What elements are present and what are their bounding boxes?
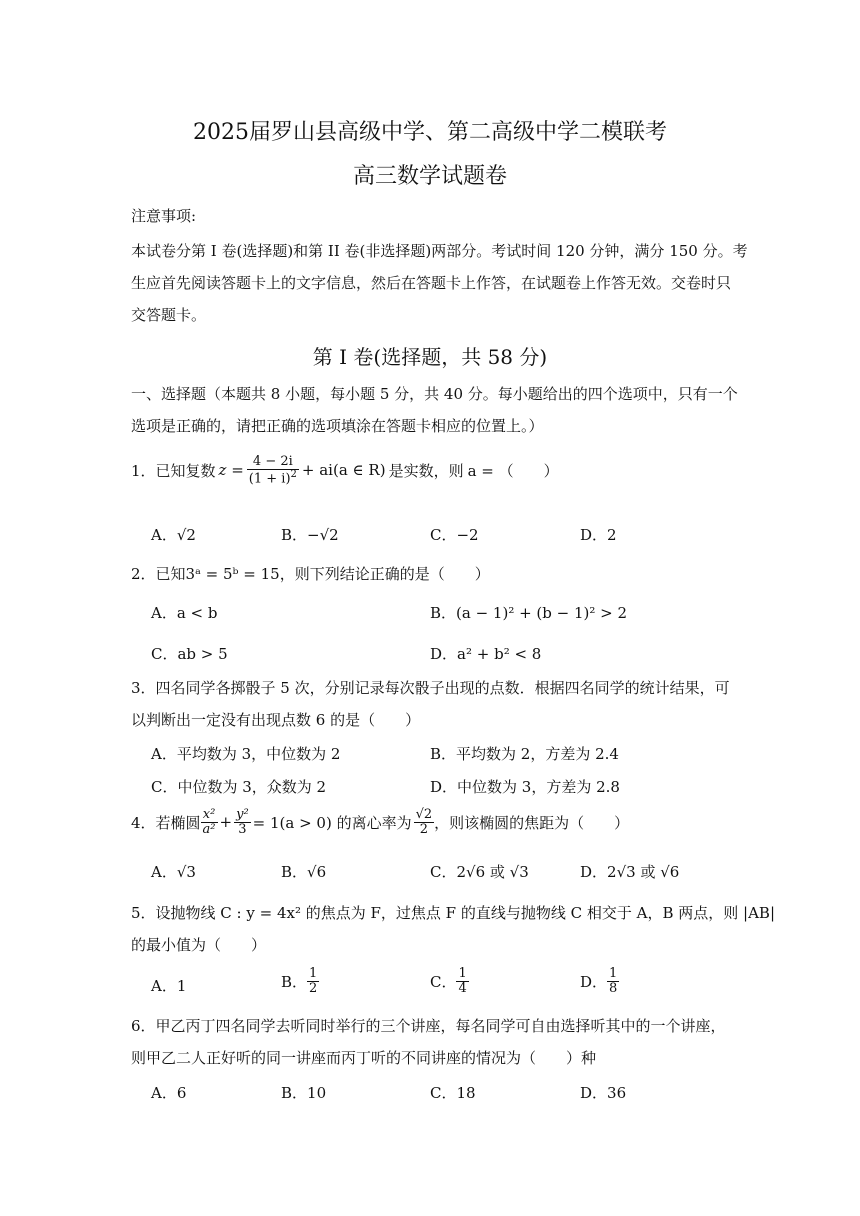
q4-plus: + bbox=[219, 813, 233, 832]
q5-opt-d-label: D． bbox=[580, 972, 608, 991]
q1-den-wrap bbox=[247, 470, 299, 486]
q5-opt-b-den: 2 bbox=[309, 980, 318, 996]
q2-suffix: ，则下列结论正确的是（ ） bbox=[279, 565, 490, 583]
q4-mid: = 1(a > 0) 的离心率为 bbox=[252, 813, 412, 832]
q1-num: 4 − 2i bbox=[247, 455, 299, 470]
q4-fraction-y bbox=[234, 808, 251, 836]
q6-line-1: 6．甲乙丙丁四名同学去听同时举行的三个讲座，每名同学可自由选择听其中的一个讲座， bbox=[131, 1017, 726, 1035]
q5-option-d bbox=[580, 967, 619, 995]
q5-opt-c-num: 1 bbox=[458, 966, 467, 981]
notice-line-2: 生应首先阅读答题卡上的文字信息，然后在答题卡上作答，在试题卷上作答无效。交卷时只 bbox=[131, 274, 732, 292]
q4-option-c: C．2√6 或 √3 bbox=[430, 863, 529, 881]
q5-opt-c-label: C． bbox=[430, 972, 457, 991]
q5-option-c bbox=[430, 967, 469, 995]
q1-ask: a = （ ） bbox=[467, 461, 559, 480]
q4-f3-num: √2 bbox=[415, 807, 433, 822]
q5-opt-b-label: B． bbox=[281, 972, 308, 991]
q5-opt-b-num: 1 bbox=[309, 966, 318, 981]
q4-fraction-x bbox=[201, 808, 218, 836]
q1-fraction bbox=[247, 455, 299, 486]
q5-opt-d-num: 1 bbox=[609, 966, 618, 981]
q1-tail: + ai(a ∈ R) bbox=[301, 461, 386, 480]
q4-fraction-e bbox=[414, 808, 435, 836]
q4-prefix: 4．若椭圆 bbox=[131, 813, 201, 832]
q3-option-a: A．平均数为 3，中位数为 2 bbox=[151, 745, 341, 763]
q2-option-c: C．ab > 5 bbox=[151, 645, 228, 663]
q3-option-d: D．中位数为 3，方差为 2.8 bbox=[430, 778, 620, 796]
q4-option-b: B．√6 bbox=[281, 863, 327, 881]
q1-option-c: C．−2 bbox=[430, 526, 479, 544]
instructions-line-1: 一、选择题（本题共 8 小题，每小题 5 分，共 40 分。每小题给出的四个选项中，只有一个 bbox=[131, 385, 738, 403]
q6-option-d: D．36 bbox=[580, 1084, 627, 1102]
q6-option-a: A．6 bbox=[151, 1084, 187, 1102]
q1-z-eq: z = bbox=[218, 461, 244, 480]
q6-line-2: 则甲乙二人正好听的同一讲座而丙丁听的不同讲座的情况为（ ）种 bbox=[131, 1049, 597, 1067]
q5-line-1: 5．设抛物线 C : y = 4x² 的焦点为 F，过焦点 F 的直线与抛物线 C 相交于 A，B 两点，则 |AB| bbox=[131, 904, 775, 922]
q5-opt-b-frac bbox=[307, 967, 319, 995]
q1-den: (1 + i) bbox=[248, 470, 291, 486]
q3-option-c: C．中位数为 3，众数为 2 bbox=[151, 778, 327, 796]
q1-suffix: 是实数，则 bbox=[388, 461, 464, 480]
q2-stem: 2．已知 bbox=[131, 565, 186, 583]
notice-line-3: 交答题卡。 bbox=[131, 306, 207, 324]
q2-option-a: A．a < b bbox=[151, 604, 218, 622]
q5-opt-d-frac bbox=[607, 967, 619, 995]
question-1-stem bbox=[131, 455, 559, 486]
q5-option-a: A．1 bbox=[151, 977, 187, 995]
exam-title: 2025届罗山县高级中学、第二高级中学二模联考 bbox=[193, 120, 667, 145]
q5-opt-c-frac bbox=[456, 967, 468, 995]
q2-option-b: B．(a − 1)² + (b − 1)² > 2 bbox=[430, 604, 628, 622]
exam-subtitle: 高三数学试题卷 bbox=[352, 164, 507, 189]
q5-option-b bbox=[281, 967, 319, 995]
question-2-stem bbox=[131, 563, 490, 584]
q3-option-b: B．平均数为 2，方差为 2.4 bbox=[430, 745, 619, 763]
question-4-stem bbox=[131, 808, 629, 836]
q5-opt-c-den: 4 bbox=[458, 980, 467, 996]
q1-option-d: D．2 bbox=[580, 526, 617, 544]
instructions-line-2: 选项是正确的，请把正确的选项填涂在答题卡相应的位置上。） bbox=[131, 417, 544, 435]
q6-option-b: B．10 bbox=[281, 1084, 327, 1102]
q3-line-2: 以判断出一定没有出现点数 6 的是（ ） bbox=[131, 711, 421, 729]
q1-den-exp: 2 bbox=[290, 468, 297, 480]
q1-prefix: 1．已知复数 bbox=[131, 461, 216, 480]
part-title: 第 I 卷(选择题，共 58 分) bbox=[312, 345, 548, 369]
q4-f3-den: 2 bbox=[419, 821, 429, 837]
q4-option-d: D．2√3 或 √6 bbox=[580, 863, 680, 881]
q1-option-a: A．√2 bbox=[151, 526, 196, 544]
q5-opt-d-den: 8 bbox=[609, 980, 618, 996]
q2-option-d: D．a² + b² < 8 bbox=[430, 645, 542, 663]
q4-f1-den: a² bbox=[202, 821, 216, 837]
q6-option-c: C．18 bbox=[430, 1084, 476, 1102]
notice-heading: 注意事项: bbox=[131, 207, 197, 225]
q4-f2-den: 3 bbox=[238, 821, 247, 837]
q4-f2-num: y² bbox=[236, 807, 249, 822]
q1-option-b: B．−√2 bbox=[281, 526, 339, 544]
q4-suffix: ，则该椭圆的焦距为（ ） bbox=[434, 813, 630, 832]
q3-line-1: 3．四名同学各掷骰子 5 次，分别记录每次骰子出现的点数．根据四名同学的统计结果，可 bbox=[131, 679, 730, 697]
q4-option-a: A．√3 bbox=[151, 863, 196, 881]
q2-expr: 3ᵃ = 5ᵇ = 15 bbox=[185, 565, 280, 583]
q5-line-2: 的最小值为（ ） bbox=[131, 936, 267, 954]
notice-line-1: 本试卷分第 I 卷(选择题)和第 II 卷(非选择题)两部分。考试时间 120 分钟，满分 150 分。考 bbox=[131, 242, 748, 260]
q4-f1-num: x² bbox=[201, 808, 218, 823]
